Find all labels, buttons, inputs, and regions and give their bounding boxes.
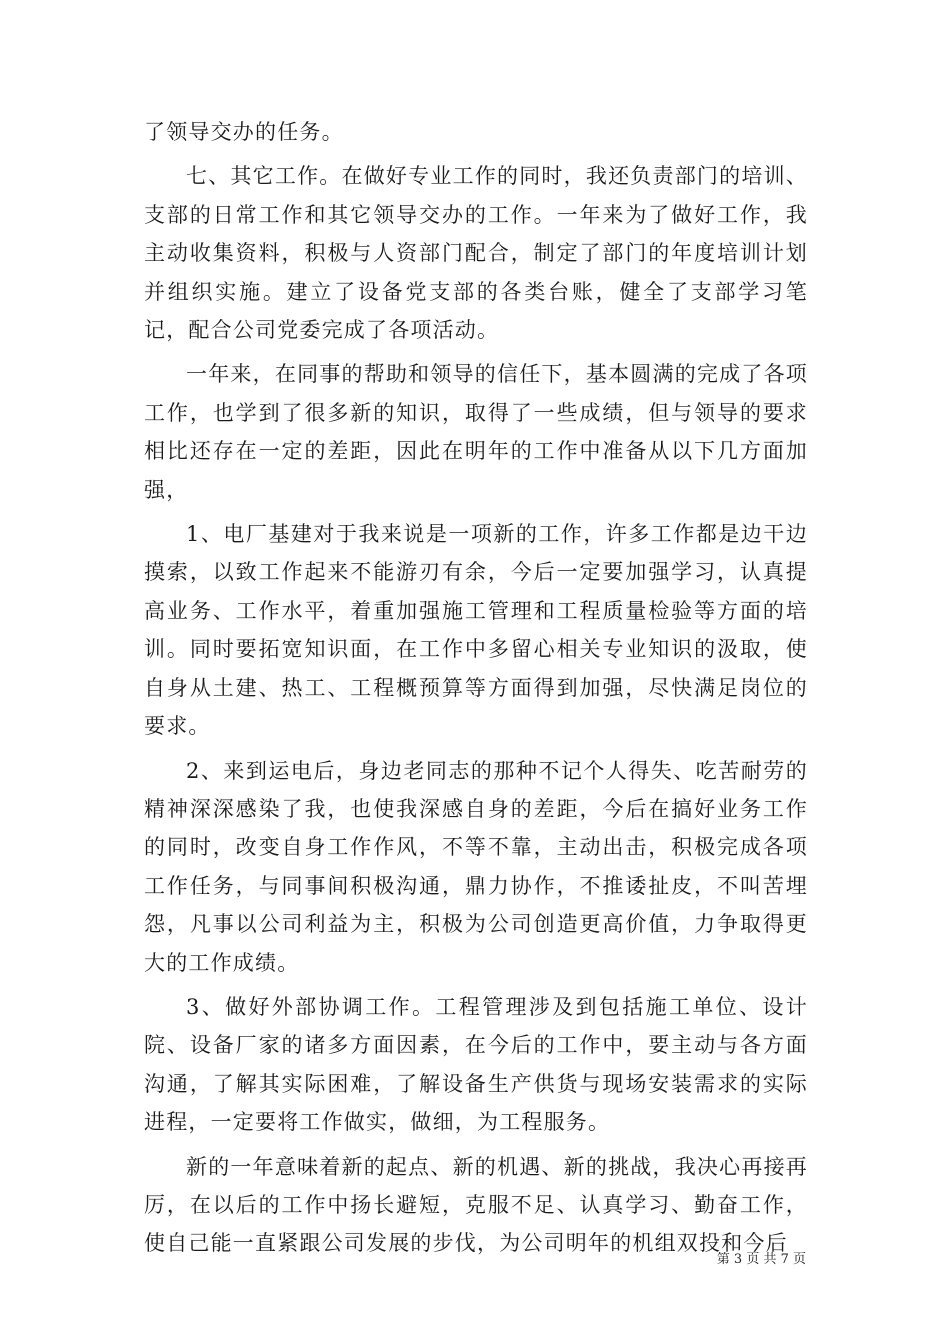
document-body [144, 113, 808, 1263]
paragraph-item-2: 2、来到运电后，身边老同志的那种不记个人得失、吃苦耐劳的精神深深感染了我，也使我深感自身的差距，今后在搞好业务工作的同时，改变自身工作作风，不等不靠，主动出击，积极完成各项工作任务，与同事间积极沟通，鼎力协作，不推诿扯皮，不叫苦埋怨，凡事以公司利益为主，积极为公司创造更高价值，力争取得更大的工作成绩。 [144, 758, 808, 975]
paragraph-item-1: 1、电厂基建对于我来说是一项新的工作，许多工作都是边干边摸索，以致工作起来不能游刃有余，今后一定要加强学习，认真提高业务、工作水平，着重加强施工管理和工程质量检验等方面的培训。同时要拓宽知识面，在工作中多留心相关专业知识的汲取，使自身从土建、热工、工程概预算等方面得到加强，尽快满足岗位的要求。 [144, 522, 808, 739]
paragraph-other-work: 七、其它工作。在做好专业工作的同时，我还负责部门的培训、支部的日常工作和其它领导交办的工作。一年来为了做好工作，我主动收集资料，积极与人资部门配合，制定了部门的年度培训计划并组织实施。建立了设备党支部的各类台账，健全了支部学习笔记，配合公司党委完成了各项活动。 [144, 164, 808, 343]
paragraph-continuation: 了领导交办的任务。 [144, 120, 344, 144]
paragraph-summary: 一年来，在同事的帮助和领导的信任下，基本圆满的完成了各项工作，也学到了很多新的知识，取得了一些成绩，但与领导的要求相比还存在一定的差距，因此在明年的工作中准备从以下几方面加强， [144, 362, 808, 502]
page-number: 第 3 页 共 7 页 [716, 1252, 806, 1267]
paragraph-new-year: 新的一年意味着新的起点、新的机遇、新的挑战，我决心再接再厉，在以后的工作中扬长避短，克服不足、认真学习、勤奋工作，使自己能一直紧跟公司发展的步伐，为公司明年的机组双投和今后 [144, 1154, 808, 1256]
paragraph-item-3: 3、做好外部协调工作。工程管理涉及到包括施工单位、设计院、设备厂家的诸多方面因素，在今后的工作中，要主动与各方面沟通，了解其实际困难，了解设备生产供货与现场安装需求的实际进程，一定要将工作做实，做细，为工程服务。 [144, 994, 808, 1135]
